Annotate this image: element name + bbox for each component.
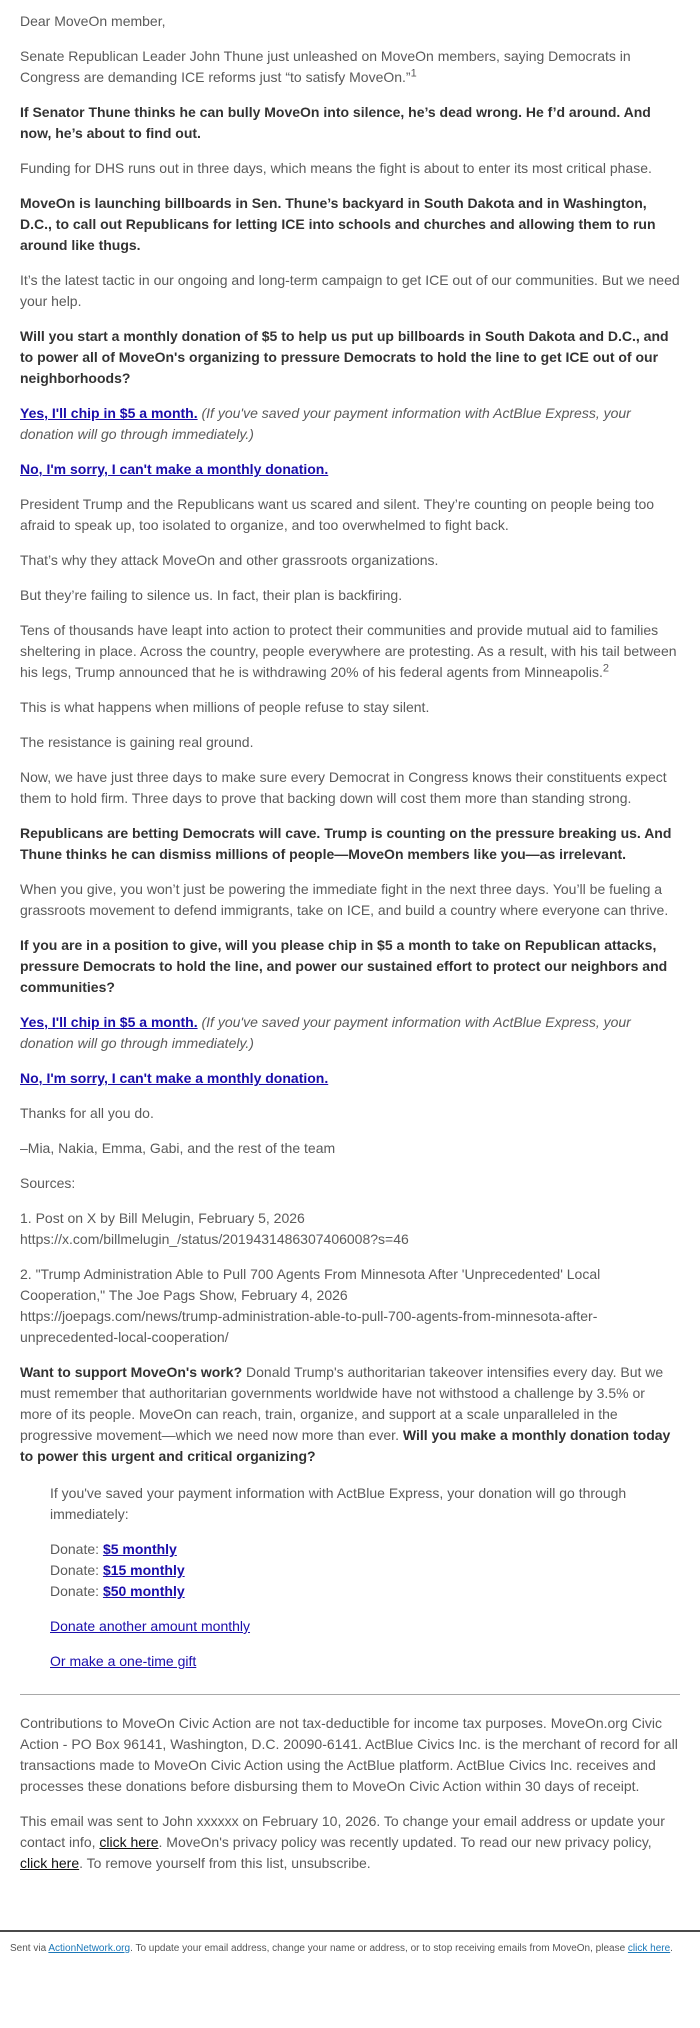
source-url: https://x.com/billmelugin_/status/2019431486307406008?s=46	[20, 1231, 409, 1247]
donate-5-monthly-link[interactable]: $5 monthly	[102, 1541, 177, 1557]
one-time-gift-link[interactable]: Or make a one-time gift	[50, 1653, 197, 1669]
footer-text: .	[670, 1943, 673, 1954]
paragraph-ask-2: If you are in a position to give, will you please chip in $5 a month to take on Republican attacks, pressure Democrats to hold the line, and power our sustained effort to protect our neighbors and communities?	[20, 937, 668, 995]
support-text: Donald Trump's authoritarian takeover intensifies every day. But we must remember that authoritarian governments worldwide have not withstood a challenge by 3.5% or more of its people. MoveOn can reach, train, organize, and support at a scale unparalleled in the progressive movement—which we need now more than ever.	[20, 1364, 664, 1443]
decline-donation-link[interactable]: No, I'm sorry, I can't make a monthly donation.	[20, 461, 329, 477]
footer-click-here-link[interactable]: click here	[627, 1943, 671, 1954]
actblue-note: (If you've saved your payment information with ActBlue Express, your donation will go through immediately.)	[20, 1014, 631, 1051]
action-network-link[interactable]: ActionNetwork.org	[48, 1943, 131, 1954]
donate-other-amount-link[interactable]: Donate another amount monthly	[50, 1618, 251, 1634]
decline-donation-link[interactable]: No, I'm sorry, I can't make a monthly donation.	[20, 1070, 329, 1086]
donate-50-monthly-link[interactable]: $50 monthly	[102, 1583, 185, 1599]
paragraph-when-you-give: When you give, you won’t just be powering the immediate fight in the next three days. You’ll be fueling a grassroots movement to defend immigrants, take on ICE, and build a country where everyone can thrive.	[20, 881, 669, 918]
source-title: 1. Post on X by Bill Melugin, February 5, 2026	[20, 1210, 305, 1226]
cta-decline-block-1	[20, 459, 680, 480]
notice-text: . To remove yourself from this list, unsubscribe.	[79, 1855, 371, 1871]
paragraph-attack-moveon: That’s why they attack MoveOn and other grassroots organizations.	[20, 552, 439, 568]
donate-label: Donate:	[50, 1583, 100, 1599]
paragraph-support	[20, 1362, 680, 1467]
paragraph-campaign: It’s the latest tactic in our ongoing and long-term campaign to get ICE out of our communities. But we need your help.	[20, 272, 680, 309]
paragraph-three-days: Now, we have just three days to make sure every Democrat in Congress knows their constituents expect them to hold firm. Three days to prove that backing down will cost them more than standing strong.	[20, 769, 667, 806]
donate-row-15	[50, 1560, 680, 1581]
paragraph-text: Senate Republican Leader John Thune just unleashed on MoveOn members, saying Democrats in Congress are demanding ICE reforms just “to satisfy MoveOn.”	[20, 48, 631, 85]
update-contact-link[interactable]: click here	[99, 1834, 159, 1850]
paragraph-betting-cave: Republicans are betting Democrats will cave. Trump is counting on the pressure breaking us. And Thune thinks he can dismiss millions of people—MoveOn members like you—as irrelevant.	[20, 825, 672, 862]
other-amount-line	[50, 1616, 680, 1637]
footnote-ref-2: 2	[602, 662, 610, 675]
one-time-line	[50, 1651, 680, 1672]
support-lead: Want to support MoveOn's work?	[20, 1364, 243, 1380]
signoff: –Mia, Nakia, Emma, Gabi, and the rest of the team	[20, 1140, 336, 1156]
paragraph-resistance: The resistance is gaining real ground.	[20, 734, 254, 750]
donate-row-50	[50, 1581, 680, 1602]
paragraph-tens-of-thousands	[20, 620, 680, 683]
express-note: If you've saved your payment information with ActBlue Express, your donation will go through immediately:	[50, 1485, 627, 1522]
source-2	[20, 1264, 680, 1348]
paragraph-scared-silent: President Trump and the Republicans want us scared and silent. They’re counting on people being too afraid to speak up, too isolated to organize, and too overwhelmed to fight back.	[20, 496, 655, 533]
source-1	[20, 1208, 680, 1250]
source-url: https://joepags.com/news/trump-administration-able-to-pull-700-agents-from-minnesota-after-unprecedented-local-cooperation/	[20, 1308, 598, 1345]
legal-disclaimer: Contributions to MoveOn Civic Action are not tax-deductible for income tax purposes. MoveOn.org Civic Action - PO Box 96141, Washington, D.C. 20090-6141. ActBlue Civics Inc. is the merchant of record for all transactions made to MoveOn Civic Action using the ActBlue platform. ActBlue Civics Inc. receives and processes these donations before disbursing them to MoveOn Civic Action within 30 days of receipt.	[20, 1715, 678, 1794]
paragraph-thune-attack	[20, 46, 680, 88]
divider	[20, 1694, 680, 1695]
action-network-footer	[0, 1930, 700, 1980]
privacy-policy-link[interactable]: click here	[20, 1855, 80, 1871]
paragraph-backfiring: But they’re failing to silence us. In fact, their plan is backfiring.	[20, 587, 403, 603]
cta-block-2	[20, 1012, 680, 1054]
cta-decline-block-2	[20, 1068, 680, 1089]
thanks-line: Thanks for all you do.	[20, 1105, 154, 1121]
paragraph-billboards: MoveOn is launching billboards in Sen. Thune’s backyard in South Dakota and in Washington, D.C., to call out Republicans for letting ICE into schools and churches and allowing them to run around like thugs.	[20, 195, 656, 253]
footnote-ref-1: 1	[410, 67, 417, 80]
paragraph-dhs-funding: Funding for DHS runs out in three days, which means the fight is about to enter its most critical phase.	[20, 160, 652, 176]
paragraph-bully: If Senator Thune thinks he can bully MoveOn into silence, he’s dead wrong. He f’d around. And now, he’s about to find out.	[20, 104, 651, 141]
donate-label: Donate:	[50, 1562, 100, 1578]
footer-text: Sent via	[10, 1943, 49, 1954]
paragraph-refuse-silent: This is what happens when millions of people refuse to stay silent.	[20, 699, 430, 715]
donate-15-monthly-link[interactable]: $15 monthly	[102, 1562, 185, 1578]
donation-options	[20, 1481, 680, 1672]
actblue-note: (If you've saved your payment information with ActBlue Express, your donation will go through immediately.)	[20, 405, 631, 442]
source-title: 2. "Trump Administration Able to Pull 700 Agents From Minnesota After 'Unprecedented' Local Cooperation," The Joe Pags Show, February 4, 2026	[20, 1266, 601, 1303]
footer-text: . To update your email address, change your name or address, or to stop receiving emails from MoveOn, please	[130, 1943, 628, 1954]
support-ask: Will you make a monthly donation today to power this urgent and critical organizing?	[20, 1427, 671, 1464]
greeting: Dear MoveOn member,	[20, 13, 166, 29]
notice-text: This email was sent to John xxxxxx on February 10, 2026. To change your email address or update your contact info,	[20, 1813, 665, 1850]
paragraph-text: Tens of thousands have leapt into action to protect their communities and provide mutual aid to families sheltering in place. Across the country, people everywhere are protesting. As a result, with his tail between his legs, Trump announced that he is withdrawing 20% of his federal agents from Minneapolis.	[20, 622, 677, 680]
sources-heading: Sources:	[20, 1175, 76, 1191]
donate-row-5	[50, 1539, 680, 1560]
email-notice	[20, 1811, 680, 1874]
chip-in-5-link[interactable]: Yes, I'll chip in $5 a month.	[20, 1014, 198, 1030]
donate-label: Donate:	[50, 1541, 100, 1557]
chip-in-5-link[interactable]: Yes, I'll chip in $5 a month.	[20, 405, 198, 421]
notice-text: . MoveOn's privacy policy was recently updated. To read our new privacy policy,	[158, 1834, 652, 1850]
paragraph-ask-1: Will you start a monthly donation of $5 to help us put up billboards in South Dakota and D.C., and to power all of MoveOn's organizing to pressure Democrats to hold the line to get ICE out of our neighborhoods?	[20, 328, 669, 386]
cta-block-1	[20, 403, 680, 445]
